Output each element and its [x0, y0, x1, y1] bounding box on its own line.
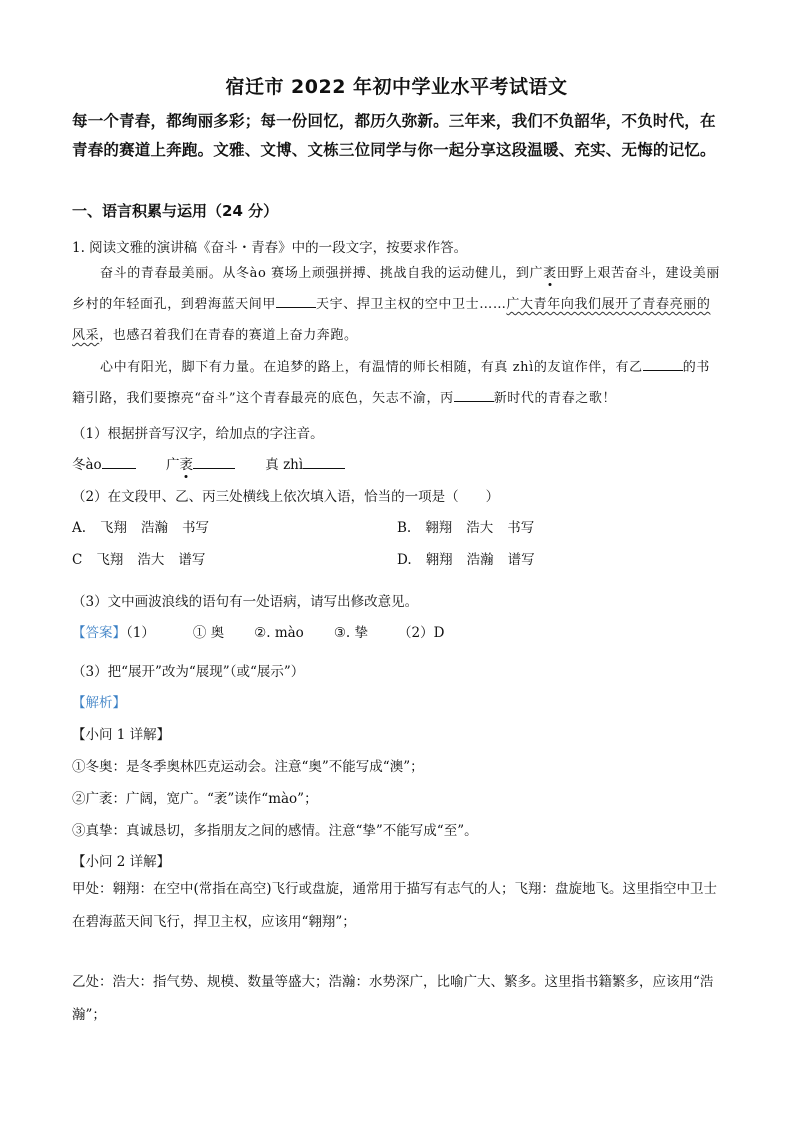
- answer-blank-2[interactable]: [193, 454, 235, 469]
- answer-line-2: （3）把“展开”改为“展现”（或“展示”）: [72, 664, 305, 680]
- item-guangmao-prefix: 广: [165, 457, 180, 473]
- answer-blank-1[interactable]: [102, 454, 136, 469]
- item-dongao: 冬ào: [72, 457, 102, 473]
- detail-2-heading: 【小问 2 详解】: [72, 854, 171, 870]
- answer-label: 【答案】: [72, 625, 126, 641]
- option-word: 浩瀚: [466, 552, 494, 568]
- blank-jia: [276, 293, 316, 308]
- blank-yi: [643, 356, 683, 371]
- sub-question-3-prompt: （3）文中画波浪线的语句有一处语病，请写出修改意见。: [72, 594, 419, 610]
- passage2-part2: 的书籍引路，我们要擦亮“奋斗”这个青春最亮的底色，矢志不渝，丙: [72, 360, 710, 406]
- passage-paragraph-1: [72, 258, 722, 351]
- option-word: 飞翔: [96, 552, 124, 568]
- answer-blank-3[interactable]: [303, 454, 345, 469]
- passage1-part2: 田野上艰苦奋斗，建设美丽乡村的年轻面孔，到碧海蓝天间甲: [72, 266, 720, 312]
- answer-part: （1）: [126, 625, 155, 641]
- option-label: C: [72, 552, 83, 568]
- option-word: 谱写: [507, 552, 535, 568]
- detail-1-heading: 【小问 1 详解】: [72, 727, 171, 743]
- option-d[interactable]: [397, 548, 549, 568]
- option-word: 谱写: [178, 552, 206, 568]
- section-heading: 一、语言积累与运用（24 分）: [72, 202, 279, 220]
- option-word: 浩大: [137, 552, 165, 568]
- sub-question-1-items: [72, 453, 345, 473]
- passage-paragraph-2: [72, 352, 722, 414]
- detail-2-paragraph-1: 甲处：翱翔：在空中(常指在高空)飞行或盘旋，通常用于描写有志气的人；飞翔：盘旋地飞。这里指空中卫士在碧海蓝天间飞行，捍卫主权，应该用“翱翔”；: [72, 881, 718, 930]
- option-label: D.: [397, 552, 412, 568]
- intro-paragraph: 每一个青春，都绚丽多彩；每一份回忆，都历久弥新。三年来，我们不负韶华，不负时代，在青春的赛道上奔跑。文雅、文博、文栋三位同学与你一起分享这段温暖、充实、无悔的记忆。: [72, 112, 716, 159]
- answer-line-1: [72, 621, 444, 641]
- detail-1-line-1: ①冬奥：是冬季奥林匹克运动会。注意“奥”不能写成“澳”；: [72, 759, 424, 775]
- page-title: 宿迁市 2022 年初中学业水平考试语文: [225, 76, 568, 98]
- option-word: 书写: [182, 520, 210, 536]
- option-c[interactable]: [72, 548, 219, 568]
- question-1-prompt: 1. 阅读文雅的演讲稿《奋斗・青春》中的一段文字，按要求作答。: [72, 240, 468, 256]
- answer-part: ① 奥: [192, 625, 225, 641]
- detail-1-line-3: ③真挚：真诚恳切，多指朋友之间的感情。注意“挚”不能写成“至”。: [72, 823, 478, 839]
- option-label: B.: [397, 520, 412, 536]
- option-b[interactable]: [397, 516, 548, 536]
- option-label: A.: [72, 520, 87, 536]
- passage1-part3: 天宇、捍卫主权的空中卫士……: [316, 297, 507, 312]
- item-guangmao-dotted: 袤: [179, 457, 193, 473]
- option-word: 浩瀚: [141, 520, 169, 536]
- option-word: 浩大: [466, 520, 494, 536]
- answer-part: （2）D: [398, 625, 445, 641]
- option-word: 书写: [507, 520, 535, 536]
- passage1-part4: ，也感召着我们在青春的赛道上奋力奔跑。: [99, 328, 358, 343]
- answer-part: ②. mào: [254, 625, 304, 641]
- detail-2-paragraph-2: 乙处：浩大：指气势、规模、数量等盛大；浩瀚：水势深广，比喻广大、繁多。这里指书籍繁多，应该用“浩瀚”；: [72, 974, 714, 1023]
- option-word: 翱翔: [425, 520, 453, 536]
- passage1-part1: 奋斗的青春最美丽。从冬ào 赛场上顽强拼搏、挑战自我的运动健儿，到广: [100, 266, 544, 281]
- passage2-part1: 心中有阳光，脚下有力量。在追梦的路上，有温情的师长相随，有真 zhì的友谊作伴，有乙: [100, 360, 643, 375]
- option-word: 飞翔: [100, 520, 128, 536]
- option-word: 翱翔: [425, 552, 453, 568]
- item-zhenzhi: 真 zhì: [265, 457, 304, 473]
- sub-question-2-prompt: （2）在文段甲、乙、丙三处横线上依次填入语，恰当的一项是（ ）: [72, 489, 500, 505]
- sub-question-1-prompt: （1）根据拼音写汉字，给加点的字注音。: [72, 426, 324, 442]
- dotted-char: 袤: [543, 266, 557, 281]
- wavy-underlined-sentence: 广大青年向我们展开了青春亮丽的风采: [72, 297, 711, 343]
- detail-1-line-2: ②广袤：广阔，宽广。“袤”读作“mào”；: [72, 791, 318, 807]
- analysis-label: 【解析】: [72, 695, 126, 711]
- blank-bing: [454, 387, 494, 402]
- option-a[interactable]: [72, 516, 223, 536]
- answer-part: ③. 挚: [333, 625, 368, 641]
- passage2-part3: 新时代的青春之歌！: [493, 391, 617, 406]
